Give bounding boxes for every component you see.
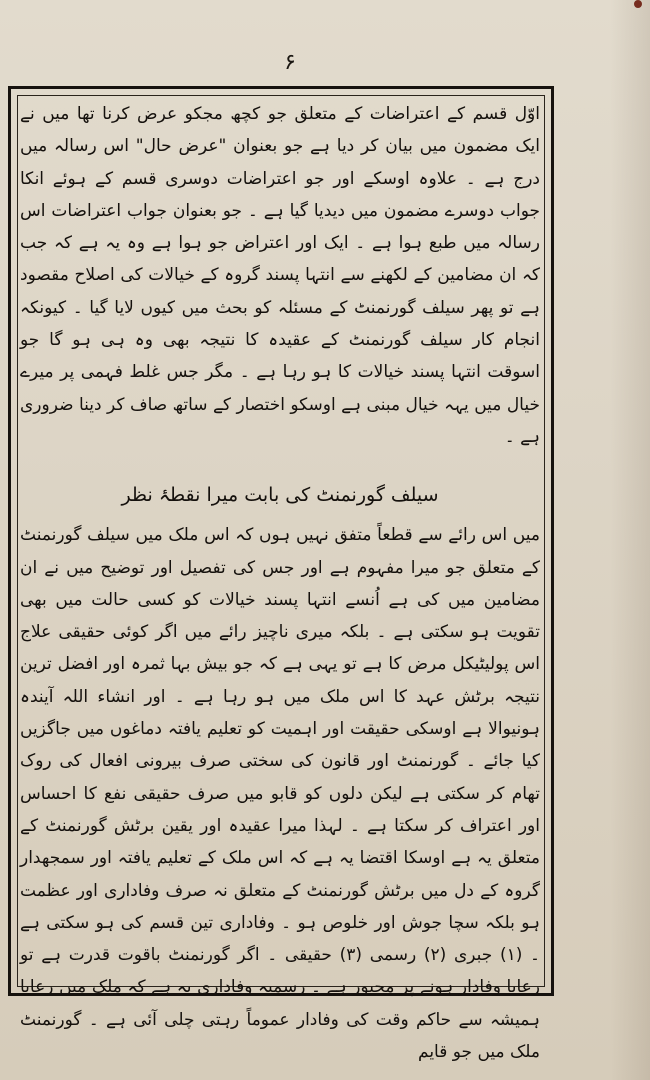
section-heading: سیلف گورنمنٹ کی بابت میرا نقطۂ نظر	[121, 484, 439, 507]
page-number: ۶	[284, 50, 296, 75]
body-paragraph-2: میں اس رائے سے قطعاً متفق نہیں ہوں کہ اس ملک میں سیلف گورنمنٹ کے متعلق جو میرا مفہوم ہے اور جس کی تفصیل اور توضیح میں نے ان مضامین میں کی ہے اُنسے انتہا پسند خیالات کو کسی حالت میں بھی تقویت ہو سکتی ہے ۔ بلکہ میری ناچیز رائے میں اگر کوئی حقیقی علاج اس پولیٹیکل مرض کا ہے تو یہی ہے کہ جو بیش بہا ثمرہ اور افضل ترین نتیجہ برٹش عہد کا اس ملک میں ہو رہا ہے ۔ اور انشاء اللہ آیندہ ہونیوالا ہے اوسکی حقیقت اور اہمیت کو تعلیم یافتہ دماغوں میں جاگزیں کیا جائے ۔ گورنمنٹ اور قانون کی سختی صرف بیرونی افعال کی روک تھام کر سکتی ہے لیکن دلوں کو قابو میں صرف حقیقی نفع کا احساس اور اعتراف کر سکتا ہے ۔ لہذا میرا عقیدہ اور یقین برٹش گورنمنٹ کے متعلق یہ ہے اوسکا اقتضا یہ ہے کہ اس ملک کے تعلیم یافتہ اور سمجھدار گروہ کے دل میں برٹش گورنمنٹ کے متعلق نہ صرف وفاداری اور عظمت ہو بلکہ سچا جوش اور خلوص ہو ۔ وفاداری تین قسم کی ہو سکتی ہے ۔ (۱) جبری (۲) رسمی (۳) حقیقی ۔ اگر گورنمنٹ باقوت قدرت ہے تو رعایا وفادار ہونے پر مجبور ہے ۔ رسمیہ وفاداری یہ ہے کہ ملک میں رعایا ہمیشہ سے حاکم وقت کی وفادار عموماً رہتی چلی آئی ہے ۔ گورنمنٹ ملک میں جو قایم	[20, 525, 540, 1063]
page-body	[20, 96, 540, 1063]
body-paragraph-1: اوّل قسم کے اعتراضات کے متعلق جو کچھ مجکو عرض کرنا تھا میں نے ایک مضمون میں بیان کر دیا ہے جو بعنوان "عرض حال" اس رسالہ میں درج ہے ۔ علاوہ اوسکے اور جو اعتراضات دوسری قسم کے ہوئے انکا جواب دوسرے مضمون میں دیدیا گیا ہے ۔ جو بعنوان جواب اعتراضات اس رسالہ میں طبع ہوا ہے ۔ ایک اور اعتراض جو ہوا ہے وہ یہ ہے کہ جب کہ ان مضامین کے لکھنے سے انتہا پسند گروہ کے خیالات کی اصلاح مقصود ہے تو پھر سیلف گورنمنٹ کے مسئلہ کو بحث میں کیوں لایا گیا ۔ کیونکہ انجام کار سیلف گورنمنٹ کے عقیدہ کا نتیجہ بھی وہ ہی ہو گا جو اسوقت انتہا پسند خیالات کا ہو رہا ہے ۔ مگر جس غلط فہمی پر میرے خیال میں یہہ خیال مبنی ہے اوسکو اختصار کے ساتھ صاف کر دینا ضروری ہے ۔	[20, 104, 540, 447]
page-spine-shadow	[610, 0, 650, 1080]
